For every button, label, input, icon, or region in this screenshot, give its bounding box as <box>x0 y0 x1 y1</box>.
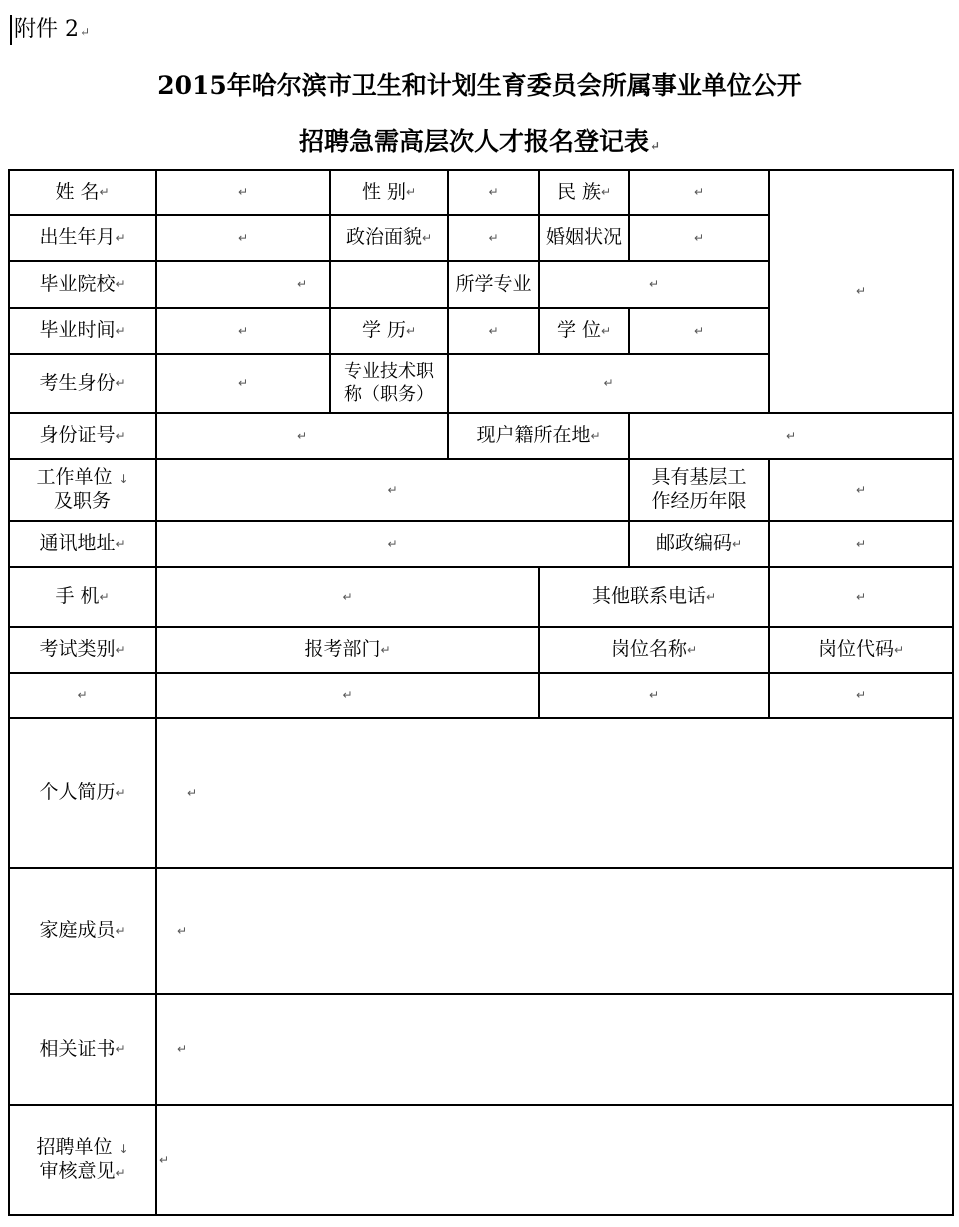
label-family: 家庭成员 ↵ <box>39 919 126 942</box>
field-review[interactable]: ↵ <box>159 1152 170 1167</box>
label-grad-time: 毕业时间 ↵ <box>39 319 126 342</box>
label-post-name: 岗位名称 ↵ <box>610 638 698 661</box>
label-candidate-status: 考生身份 ↵ <box>39 371 126 394</box>
field-work-unit[interactable]: ↵ <box>387 482 398 497</box>
attachment-text: 附件 2 <box>14 17 79 42</box>
label-address: 通讯地址 ↵ <box>39 532 126 555</box>
label-other-phone: 其他联系电话 ↵ <box>591 585 717 608</box>
field-name[interactable]: ↵ <box>237 185 249 199</box>
label-grassroots-years: 具有基层工 作经历年限 <box>651 466 747 512</box>
label-education: 学 历 ↵ <box>361 319 417 342</box>
field-post-code[interactable]: ↵ <box>855 688 867 702</box>
field-grassroots-years[interactable]: ↵ <box>855 482 867 497</box>
field-gender[interactable]: ↵ <box>488 185 499 199</box>
label-major: 所学专业 <box>455 272 532 295</box>
field-resume[interactable]: ↵ <box>187 785 198 800</box>
photo-box[interactable]: ↵ <box>855 284 867 298</box>
label-gender: 性 别 ↵ <box>361 180 417 203</box>
label-mobile: 手 机 ↵ <box>55 585 110 608</box>
field-exam-type[interactable]: ↵ <box>77 688 88 702</box>
field-marital[interactable]: ↵ <box>693 230 705 245</box>
form-title-line-2: 招聘急需高层次人才报名登记表↵ <box>298 127 661 156</box>
grid-line <box>952 169 954 1216</box>
label-school: 毕业院校 ↵ <box>39 272 126 295</box>
field-school[interactable]: ↵ <box>296 277 308 291</box>
field-post-name[interactable]: ↵ <box>648 688 660 702</box>
label-marital: 婚姻状况 <box>545 226 622 249</box>
field-grad-time[interactable]: ↵ <box>237 323 249 338</box>
field-education[interactable]: ↵ <box>488 323 499 338</box>
field-professional-title[interactable]: ↵ <box>603 376 614 390</box>
label-ethnicity: 民 族 ↵ <box>556 180 612 203</box>
field-other-phone[interactable]: ↵ <box>855 589 867 604</box>
field-dept[interactable]: ↵ <box>342 688 353 702</box>
field-political[interactable]: ↵ <box>488 230 499 245</box>
label-hukou: 现户籍所在地 ↵ <box>476 424 601 447</box>
label-dept: 报考部门 ↵ <box>304 638 391 661</box>
label-certificates: 相关证书 ↵ <box>39 1037 126 1060</box>
field-ethnicity[interactable]: ↵ <box>693 185 705 199</box>
label-work-unit: 工作单位 ↓ 及职务 <box>36 466 129 512</box>
field-mobile[interactable]: ↵ <box>342 589 353 604</box>
label-political: 政治面貌 ↵ <box>345 226 433 249</box>
field-major[interactable]: ↵ <box>648 277 660 291</box>
text-cursor <box>10 15 12 45</box>
paragraph-mark: ↵ <box>80 25 91 39</box>
label-review: 招聘单位 ↓ 审核意见↵ <box>36 1136 129 1182</box>
label-degree: 学 位 ↵ <box>556 319 612 342</box>
label-professional-title: 专业技术职 称（职务） <box>344 361 434 405</box>
field-id-number[interactable]: ↵ <box>296 428 308 443</box>
field-candidate-status[interactable]: ↵ <box>237 376 249 390</box>
grid-line <box>8 1214 954 1216</box>
label-postcode: 邮政编码 ↵ <box>655 532 743 555</box>
field-postcode[interactable]: ↵ <box>855 536 867 551</box>
label-birth: 出生年月 ↵ <box>39 226 126 249</box>
label-name: 姓 名 ↵ <box>55 180 110 203</box>
field-hukou[interactable]: ↵ <box>785 428 797 443</box>
field-birth[interactable]: ↵ <box>237 230 249 245</box>
form-title-line-1: 2015年哈尔滨市卫生和计划生育委员会所属事业单位公开 <box>157 71 802 100</box>
attachment-label <box>10 12 90 45</box>
field-certificates[interactable]: ↵ <box>177 1042 188 1056</box>
label-exam-type: 考试类别 ↵ <box>39 638 126 661</box>
label-post-code: 岗位代码 ↵ <box>817 638 905 661</box>
field-address[interactable]: ↵ <box>387 536 398 551</box>
label-resume: 个人简历 ↵ <box>39 781 126 804</box>
field-family[interactable]: ↵ <box>177 923 188 938</box>
label-id-number: 身份证号 ↵ <box>39 424 126 447</box>
field-degree[interactable]: ↵ <box>693 323 705 338</box>
